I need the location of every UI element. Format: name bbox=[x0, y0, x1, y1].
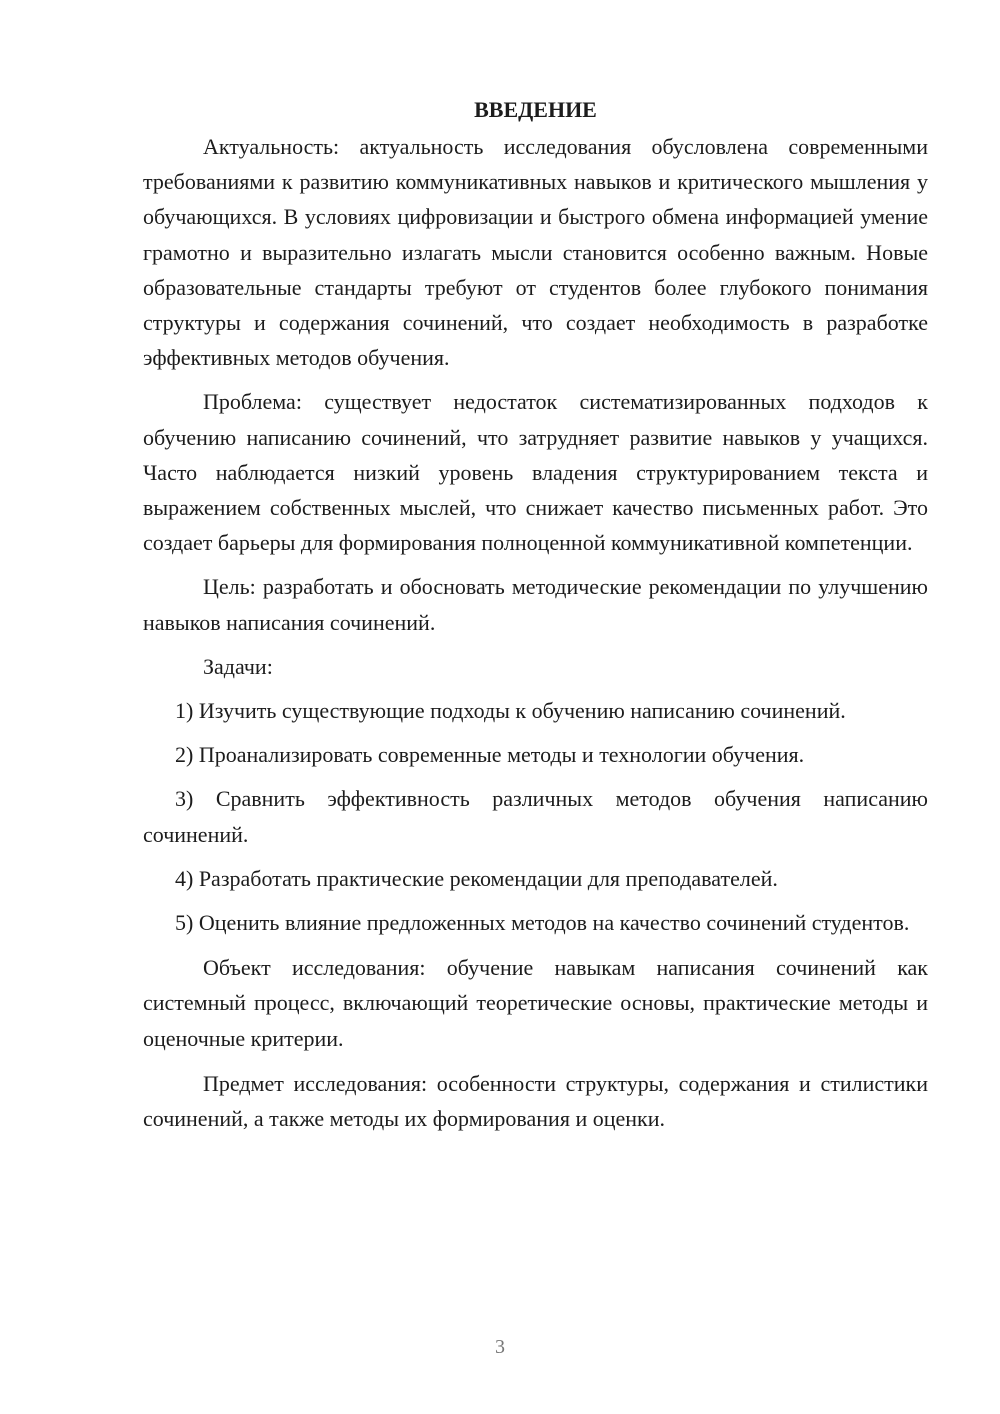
paragraph-tasks-heading: Задачи: bbox=[203, 653, 273, 679]
paragraph-relevance: Актуальность: актуальность исследования обусловлена современными требованиями к развитию коммуникативных навыков и критического мышления у обучающихся. В условиях цифровизации и быстрого обмена информацией умение грамотно и выразительно излагать мысли становится особенно важным. Новые образовательные стандарты требуют от студентов более глубокого понимания структуры и содержания сочинений, что создает необходимость в разработке эффективных методов обучения. bbox=[143, 134, 928, 371]
paragraph-problem: Проблема: существует недостаток систематизированных подходов к обучению написанию сочинений, что затрудняет развитие навыков у учащихся. Часто наблюдается низкий уровень владения структурированием текста и выражением собственных мыслей, что снижает качество письменных работ. Это создает барьеры для формирования полноценной коммуникативной компетенции. bbox=[143, 389, 928, 556]
task-item-5: 5) Оценить влияние предложенных методов на качество сочинений студентов. bbox=[175, 910, 910, 936]
page-number: 3 bbox=[495, 1336, 505, 1358]
task-item-4: 4) Разработать практические рекомендации для преподавателей. bbox=[175, 865, 778, 891]
task-item-2: 2) Проанализировать современные методы и технологии обучения. bbox=[175, 742, 805, 768]
paragraph-subject: Предмет исследования: особенности структуры, содержания и стилистики сочинений, а также методы их формирования и оценки. bbox=[143, 1070, 928, 1132]
page-title: ВВЕДЕНИЕ bbox=[474, 97, 597, 122]
task-item-3: 3) Сравнить эффективность различных методов обучения написанию сочинений. bbox=[143, 786, 928, 847]
task-item-1: 1) Изучить существующие подходы к обучению написанию сочинений. bbox=[175, 698, 846, 724]
paragraph-goal: Цель: разработать и обосновать методические рекомендации по улучшению навыков написания сочинений. bbox=[143, 574, 928, 635]
paragraph-object: Объект исследования: обучение навыкам написания сочинений как системный процесс, включающий теоретические основы, практические методы и оценочные критерии. bbox=[143, 955, 928, 1051]
page-content bbox=[143, 92, 928, 1136]
